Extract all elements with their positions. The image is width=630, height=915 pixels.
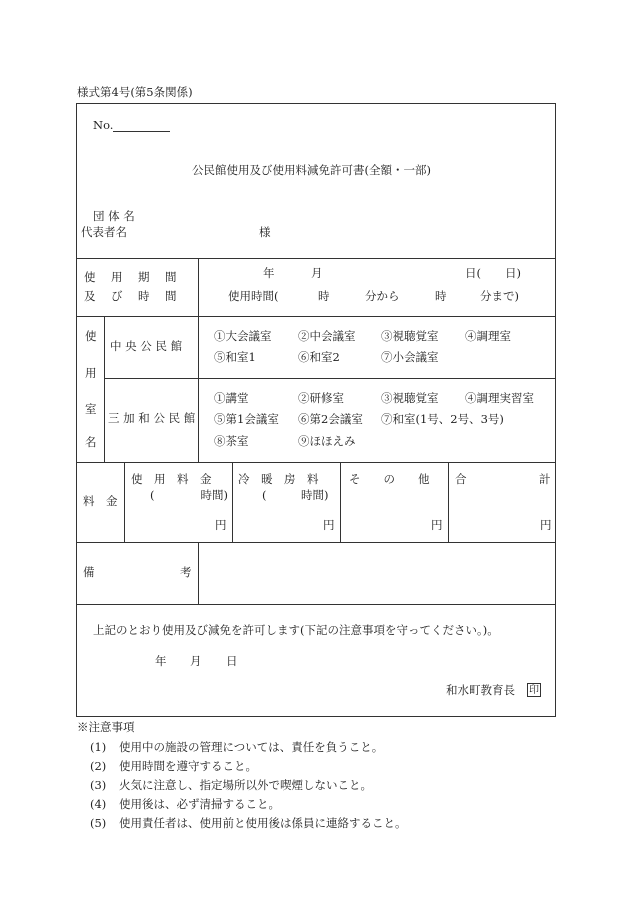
- room-label-1: 使: [85, 329, 97, 343]
- time-from: 分から: [365, 289, 400, 303]
- divider-header: [76, 258, 556, 259]
- approval-month: 月: [190, 654, 202, 668]
- no-underline: [113, 131, 170, 132]
- note-num-1: (1): [90, 740, 107, 754]
- note-num-5: (5): [90, 816, 107, 830]
- no-label: No.: [93, 118, 114, 132]
- central-hall-name: 中 央 公 民 館: [110, 339, 183, 353]
- fee-label: 料 金: [83, 494, 118, 508]
- mikawa-room-5: ⑤第1会議室: [214, 412, 279, 426]
- central-room-6: ⑥和室2: [298, 350, 340, 364]
- central-room-5: ⑤和室1: [214, 350, 256, 364]
- time-label: 使用時間(: [228, 289, 279, 303]
- period-label-1: 使 用 期 間: [84, 270, 179, 284]
- form-number: 様式第4号(第5条関係): [77, 85, 193, 99]
- period-month: 月: [311, 266, 323, 280]
- mikawa-room-4: ④調理実習室: [465, 391, 534, 405]
- approval-year: 年: [155, 654, 167, 668]
- heating-fee-label: 冷 暖 房 料: [238, 472, 319, 486]
- total-label-a: 合: [455, 472, 467, 486]
- divider-fee: [76, 542, 556, 543]
- usage-fee-label: 使 用 料 金: [131, 472, 212, 486]
- approval-statement: 上記のとおり使用及び減免を許可します(下記の注意事項を守ってください。)。: [93, 623, 499, 637]
- vline-fee-3: [448, 462, 449, 542]
- remarks-label-a: 備: [83, 565, 95, 579]
- central-room-4: ④調理室: [465, 329, 511, 343]
- vline-label-col: [198, 258, 199, 462]
- time-until: 分まで): [480, 289, 519, 303]
- period-year: 年: [263, 266, 275, 280]
- note-num-2: (2): [90, 759, 107, 773]
- mikawa-room-9: ⑨ほほえみ: [298, 434, 356, 448]
- vline-room-col: [104, 316, 105, 462]
- usage-fee-hours: ( 時間): [150, 488, 228, 502]
- mikawa-room-6: ⑥第2会議室: [298, 412, 363, 426]
- vline-fee-2: [340, 462, 341, 542]
- time-hour-1: 時: [318, 289, 330, 303]
- period-day: 日(: [465, 266, 481, 280]
- vline-fee-1: [232, 462, 233, 542]
- notes-header: ※注意事項: [77, 720, 135, 734]
- divider-rooms: [104, 378, 556, 379]
- usage-fee-yen: 円: [215, 518, 227, 532]
- vline-remarks: [198, 542, 199, 604]
- room-label-4: 名: [85, 435, 97, 449]
- total-label-b: 計: [539, 472, 551, 486]
- representative-label: 代表者名: [81, 225, 127, 239]
- period-weekday: 日): [505, 266, 521, 280]
- time-hour-2: 時: [435, 289, 447, 303]
- note-text-3: 火気に注意し、指定場所以外で喫煙しないこと。: [119, 778, 372, 792]
- note-text-1: 使用中の施設の管理については、責任を負うこと。: [119, 740, 384, 754]
- issuer-title: 和水町教育長: [446, 683, 515, 697]
- other-fee-yen: 円: [431, 518, 443, 532]
- seal-mark: 印: [529, 685, 539, 696]
- remarks-label-b: 考: [180, 565, 192, 579]
- mikawa-room-3: ③視聴覚室: [381, 391, 439, 405]
- group-name-label: 団 体 名: [93, 209, 135, 223]
- central-room-1: ①大会議室: [214, 329, 272, 343]
- central-room-3: ③視聴覚室: [381, 329, 439, 343]
- period-label-2: 及 び 時 間: [84, 289, 179, 303]
- mikawa-hall-name: 三 加 和 公 民 館: [108, 411, 196, 425]
- approval-day: 日: [226, 654, 238, 668]
- mikawa-room-1: ①講堂: [214, 391, 249, 405]
- room-label-2: 用: [85, 366, 97, 380]
- central-room-7: ⑦小会議室: [381, 350, 439, 364]
- heating-fee-yen: 円: [323, 518, 335, 532]
- mikawa-room-8: ⑧茶室: [214, 434, 249, 448]
- mikawa-room-7: ⑦和室(1号、2号、3号): [381, 412, 504, 426]
- heating-fee-hours: ( 時間): [262, 488, 329, 502]
- note-text-5: 使用責任者は、使用前と使用後は係員に連絡すること。: [119, 816, 407, 830]
- honorific: 様: [259, 225, 271, 239]
- total-fee-yen: 円: [540, 518, 552, 532]
- note-num-3: (3): [90, 778, 107, 792]
- divider-period: [76, 316, 556, 317]
- central-room-2: ②中会議室: [298, 329, 356, 343]
- vline-fee-label: [124, 462, 125, 542]
- form-title: 公民館使用及び使用料減免許可書(全額・一部): [192, 163, 431, 177]
- divider-room-section: [76, 462, 556, 463]
- divider-remarks: [76, 604, 556, 605]
- room-label-3: 室: [85, 402, 97, 416]
- mikawa-room-2: ②研修室: [298, 391, 344, 405]
- note-text-2: 使用時間を遵守すること。: [119, 759, 257, 773]
- note-text-4: 使用後は、必ず清掃すること。: [119, 797, 280, 811]
- note-num-4: (4): [90, 797, 107, 811]
- other-fee-label: そ の 他: [349, 472, 430, 486]
